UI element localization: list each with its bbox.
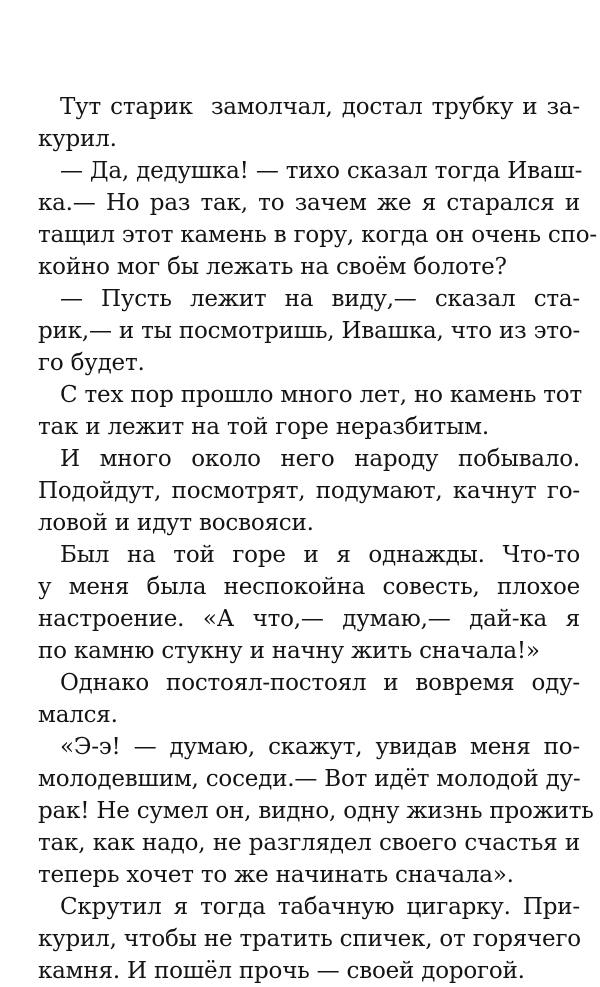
text-line: И много около него народу побывало. [60, 446, 580, 472]
text-line: по камню стукну и начну жить сначала!» [38, 638, 540, 664]
text-line: у меня была неспокойна совесть, плохое [38, 574, 580, 600]
text-line: настроение. «А что,— думаю,— дай-ка я [38, 606, 580, 632]
text-line: ловой и идут восвояси. [38, 510, 314, 536]
story-text [38, 91, 597, 987]
text-line: койно мог бы лежать на своём болоте? [38, 254, 507, 280]
text-line: рак! Не сумел он, видно, одну жизнь прожить [38, 798, 594, 824]
text-line: — Пусть лежит на виду,— сказал ста- [60, 286, 580, 312]
text-line: мался. [38, 702, 118, 728]
text-line: С тех пор прошло много лет, но камень тот [60, 382, 582, 408]
text-line: Был на той горе и я однажды. Что-то [60, 542, 580, 568]
text-line: камня. И пошёл прочь — своей дорогой. [38, 958, 525, 984]
text-line: курил, чтобы не тратить спичек, от горячего [38, 926, 581, 952]
text-line: так, как надо, не разглядел своего счастья и [38, 830, 580, 856]
text-line: — Да, дедушка! — тихо сказал тогда Иваш- [60, 158, 583, 184]
text-line: рик,— и ты посмотришь, Ивашка, что из это- [38, 318, 581, 344]
text-line: «Э-э! — думаю, скажут, увидав меня по- [60, 734, 580, 760]
text-line: ка.— Но раз так, то зачем же я старался и [38, 190, 580, 216]
text-line: Скрутил я тогда табачную цигарку. При- [60, 894, 580, 920]
text-line: Подойдут, посмотрят, подумают, качнут го- [38, 478, 580, 504]
text-line: Однако постоял-постоял и вовремя оду- [60, 670, 580, 696]
text-line: теперь хочет то же начинать сначала». [38, 862, 514, 888]
text-line: Тут старик замолчал, достал трубку и за- [60, 94, 580, 120]
text-line: тащил этот камень в гору, когда он очень спо- [38, 222, 597, 248]
text-line: го будет. [38, 350, 145, 376]
text-line: так и лежит на той горе неразбитым. [38, 414, 489, 440]
text-line: курил. [38, 126, 117, 152]
text-line: молодевшим, соседи.— Вот идёт молодой ду- [38, 766, 581, 792]
